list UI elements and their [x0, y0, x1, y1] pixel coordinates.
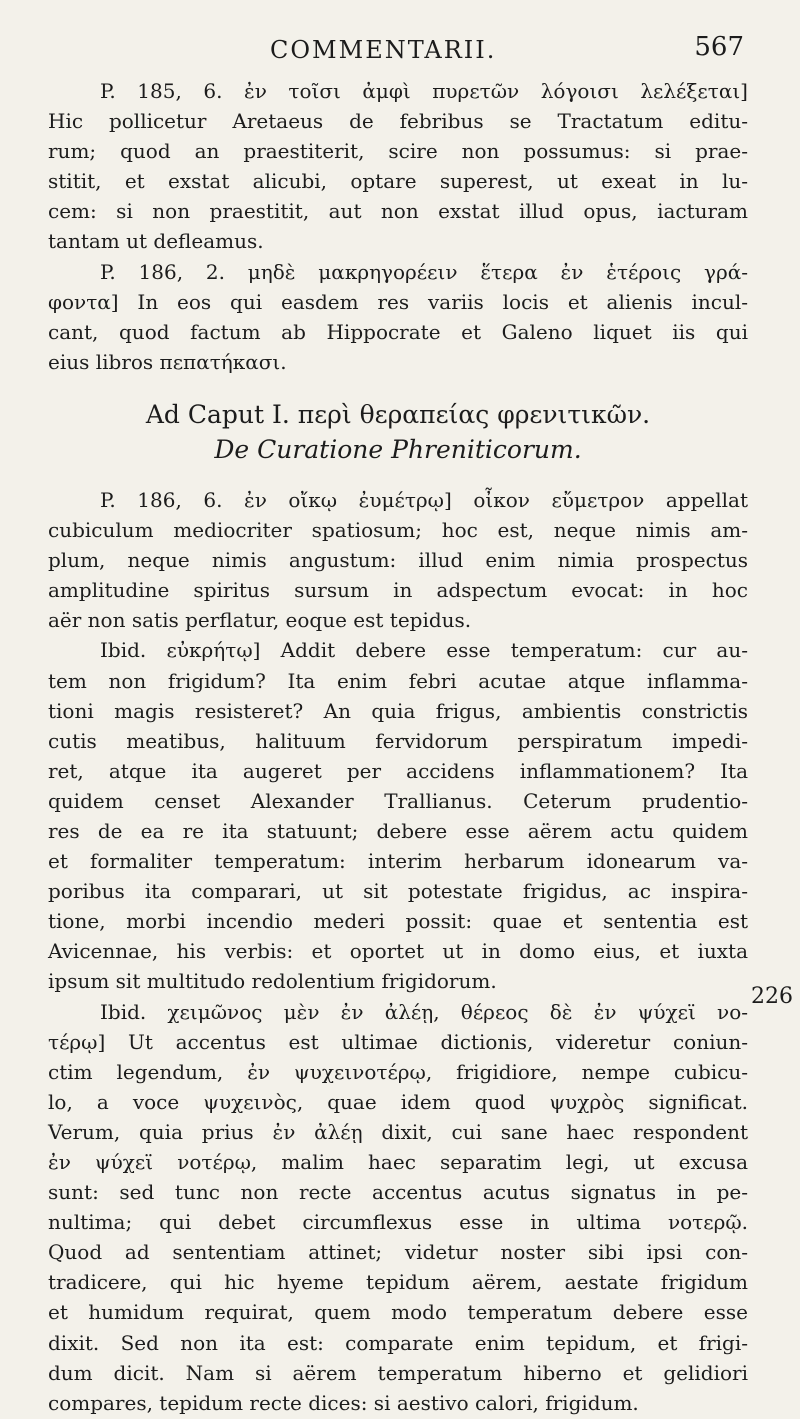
- text-line: plum, neque nimis angustum: illud enim nimia prospectus: [48, 548, 748, 573]
- text-line: tradicere, qui hic hyeme tepidum aërem, aestate frigidum: [48, 1270, 748, 1295]
- text-line: tem non frigidum? Ita enim febri acutae atque inflamma-: [48, 668, 748, 693]
- page-header: [48, 30, 748, 76]
- text-line: cubiculum mediocriter spatiosum; hoc est, neque nimis am-: [48, 518, 748, 543]
- text-line: ἐν ψύχεϊ νοτέρῳ, malim haec separatim legi, ut excusa: [48, 1150, 748, 1174]
- text-line: lo, a voce ψυχεινὸς, quae idem quod ψυχρὸς significat.: [48, 1089, 748, 1114]
- text-line: cem: si non praestitit, aut non exstat illud opus, iacturam: [48, 199, 748, 224]
- text-line: tioni magis resisteret? An quia frigus, ambientis constrictis: [48, 698, 748, 723]
- text-line: dum dicit. Nam si aërem temperatum hiberno et gelidiori: [48, 1360, 748, 1385]
- text-line: rum; quod an praestiterit, scire non possumus: si prae-: [48, 139, 748, 164]
- text-line: P. 186, 6. ἐν οἴκῳ ἐυμέτρῳ] οἶκον εὔμετρον appellat: [100, 487, 748, 512]
- text-line: φοντα] In eos qui easdem res variis locis et alienis incul-: [48, 289, 748, 314]
- paragraph: [48, 485, 748, 635]
- text-line: stitit, et exstat alicubi, optare superest, ut exeat in lu-: [48, 169, 748, 194]
- top-paragraphs: [48, 76, 748, 377]
- text-line: amplitudine spiritus sursum in adspectum evocat: in hoc: [48, 578, 748, 603]
- text-line: et humidum requirat, quem modo temperatum debere esse: [48, 1300, 748, 1325]
- text-line: nultima; qui debet circumflexus esse in ultima νοτερῷ.: [48, 1210, 748, 1235]
- section-heading: [48, 397, 748, 467]
- text-line: P. 186, 2. μηδὲ μακρηγορέειν ἕτερα ἐν ἑτέροις γρά-: [100, 259, 748, 284]
- text-line: dixit. Sed non ita est: comparate enim tepidum, et frigi-: [48, 1330, 748, 1355]
- text-line: Hic pollicetur Aretaeus de febribus se Tractatum editu-: [48, 109, 748, 134]
- text-line: ret, atque ita augeret per accidens inflammationem? Ita: [48, 758, 748, 783]
- text-line: tantam ut defleamus.: [48, 229, 264, 254]
- text-line: compares, tepidum recte dices: si aestivo calori, frigidum.: [48, 1390, 639, 1415]
- paragraph: [48, 76, 748, 257]
- text-line: et formaliter temperatum: interim herbarum idonearum va-: [48, 849, 748, 874]
- text-line: Ibid. χειμῶνος μὲν ἐν ἀλέῃ, θέρεος δὲ ἐν ψύχεϊ νο-: [100, 999, 748, 1024]
- text-line: Avicennae, his verbis: et oportet ut in domo eius, et iuxta: [48, 939, 748, 964]
- text-line: sunt: sed tunc non recte accentus acutus signatus in pe-: [48, 1180, 748, 1205]
- text-line: eius libros πεπατήκασι.: [48, 349, 287, 374]
- chapter-title: Ad Caput I. περὶ θεραπείας φρενιτικῶν.: [145, 399, 651, 429]
- paragraph: [48, 635, 748, 996]
- book-page: [48, 30, 793, 1418]
- text-line: cant, quod factum ab Hippocrate et Galeno liquet iis qui: [48, 319, 748, 344]
- text-line: Verum, quia prius ἐν ἀλέῃ dixit, cui sane haec respondent: [48, 1119, 748, 1144]
- text-line: ctim legendum, ἐν ψυχεινοτέρῳ, frigidiore, nempe cubicu-: [48, 1059, 748, 1084]
- text-line: cutis meatibus, halituum fervidorum perspiratum impedi-: [48, 728, 748, 753]
- text-line: τέρῳ] Ut accentus est ultimae dictionis, videretur coniun-: [48, 1029, 748, 1054]
- text-line: Ibid. εὐκρήτῳ] Addit debere esse temperatum: cur au-: [100, 638, 748, 663]
- running-head: COMMENTARII.: [270, 36, 497, 64]
- text-line: aër non satis perflatur, eoque est tepidus.: [48, 608, 472, 633]
- paragraph: [48, 997, 748, 1418]
- text-line: Quod ad sententiam attinet; videtur noster sibi ipsi con-: [48, 1240, 748, 1265]
- text-line: res de ea re ita statuunt; debere esse aërem actu quidem: [48, 818, 748, 843]
- margin-line-number: 226: [751, 984, 793, 1009]
- text-line: P. 185, 6. ἐν τοῖσι ἀμφὶ πυρετῶν λόγοισι λελέξεται]: [100, 79, 748, 103]
- chapter-subtitle: De Curatione Phreniticorum.: [214, 434, 582, 464]
- paragraph: [48, 257, 748, 377]
- text-line: ipsum sit multitudo redolentium frigidorum.: [48, 969, 497, 994]
- text-line: tione, morbi incendio mederi possit: quae et sententia est: [48, 909, 748, 934]
- text-line: quidem censet Alexander Trallianus. Ceterum prudentio-: [48, 788, 748, 813]
- page-body: [48, 76, 748, 1418]
- bottom-paragraphs: [48, 485, 748, 1418]
- page-number: 567: [694, 32, 744, 62]
- text-line: poribus ita comparari, ut sit potestate frigidus, ac inspira-: [48, 879, 748, 904]
